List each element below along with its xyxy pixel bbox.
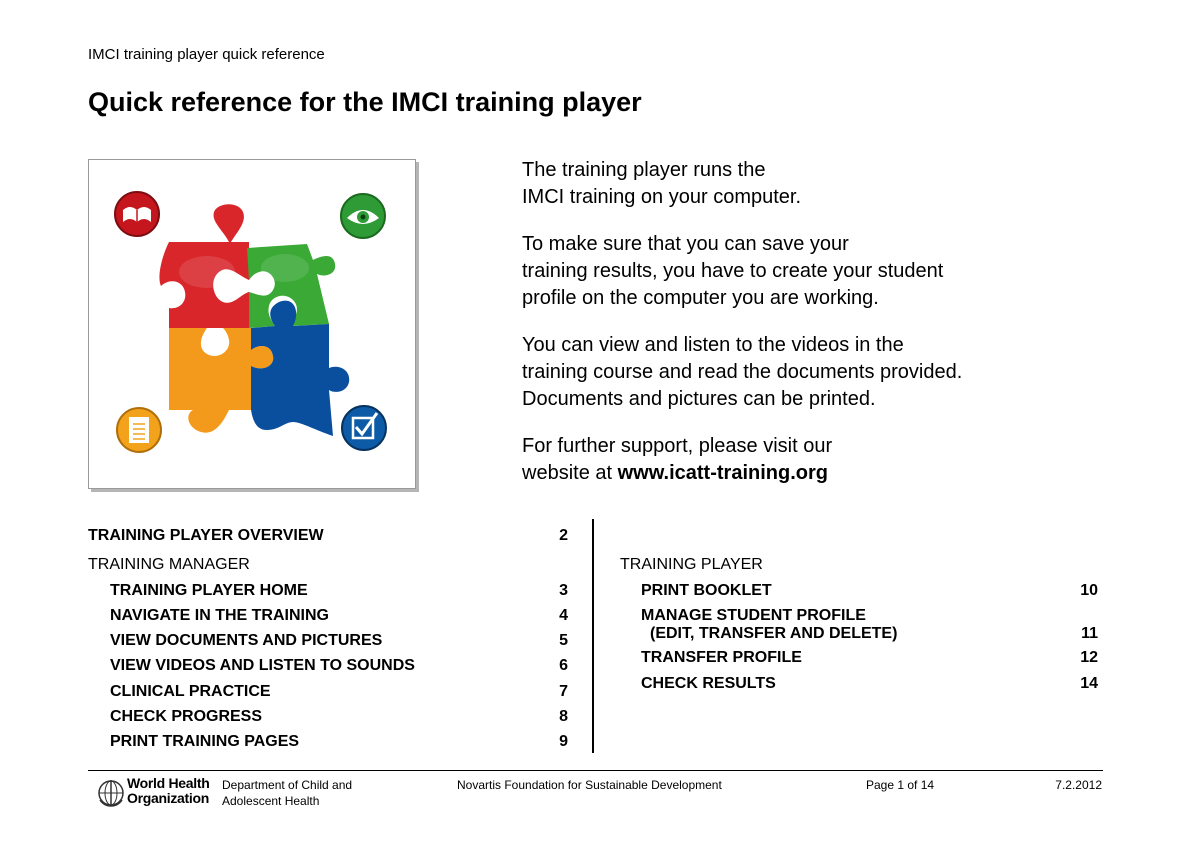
document-icon bbox=[117, 408, 161, 452]
toc-page-number: 7 bbox=[559, 683, 568, 700]
toc-page-number: 3 bbox=[559, 582, 568, 599]
toc-item[interactable]: TRANSFER PROFILE bbox=[641, 649, 802, 666]
toc-item[interactable]: CHECK RESULTS bbox=[641, 675, 776, 692]
book-icon bbox=[115, 192, 159, 236]
toc-item[interactable]: TRAINING PLAYER HOME bbox=[110, 582, 308, 599]
toc-page-number: 6 bbox=[559, 657, 568, 674]
toc-item[interactable]: VIEW DOCUMENTS AND PICTURES bbox=[110, 632, 383, 649]
toc-page-number: 4 bbox=[559, 607, 568, 624]
toc-page-number: 8 bbox=[559, 708, 568, 725]
toc-item[interactable]: CLINICAL PRACTICE bbox=[110, 683, 271, 700]
checkbox-icon bbox=[342, 406, 386, 450]
toc-section-training-manager: TRAINING MANAGER bbox=[88, 556, 250, 573]
toc-page-number: 10 bbox=[1080, 582, 1098, 599]
toc-item[interactable]: PRINT TRAINING PAGES bbox=[110, 733, 300, 750]
footer-rule bbox=[88, 770, 1103, 771]
who-emblem-icon bbox=[96, 778, 126, 808]
toc-section-training-player: TRAINING PLAYER bbox=[620, 556, 763, 573]
who-logo-text: World Health Organization bbox=[127, 775, 210, 806]
intro-text bbox=[522, 157, 1082, 507]
toc-page-number: 9 bbox=[559, 733, 568, 750]
toc-item-overview[interactable]: TRAINING PLAYER OVERVIEW bbox=[88, 527, 324, 544]
footer-page-number: Page 1 of 14 bbox=[866, 778, 935, 792]
intro-paragraph: To make sure that you can save your training results, you have to create your student profile on the computer you are working. bbox=[522, 233, 944, 309]
toc-page-number: 12 bbox=[1080, 649, 1098, 666]
intro-paragraph: You can view and listen to the videos in the training course and read the documents provided. Documents and pictures can be printed. bbox=[522, 334, 963, 410]
footer-department: Department of Child and Adolescent Health bbox=[222, 778, 353, 808]
footer-date: 7.2.2012 bbox=[1055, 778, 1102, 792]
toc-page-number: 5 bbox=[559, 632, 568, 649]
toc-item[interactable]: MANAGE STUDENT PROFILE bbox=[641, 607, 866, 624]
toc-item[interactable]: CHECK PROGRESS bbox=[110, 708, 263, 725]
toc-divider bbox=[592, 519, 594, 753]
toc-item-subline[interactable]: (EDIT, TRANSFER AND DELETE) bbox=[650, 625, 898, 642]
toc-page-number: 11 bbox=[1081, 625, 1098, 642]
running-header: IMCI training player quick reference bbox=[88, 46, 325, 63]
toc-item[interactable]: NAVIGATE IN THE TRAINING bbox=[110, 607, 329, 624]
toc-item[interactable]: VIEW VIDEOS AND LISTEN TO SOUNDS bbox=[110, 657, 415, 674]
support-paragraph: For further support, please visit our website at www.icatt-training.org bbox=[522, 435, 833, 484]
page-title: Quick reference for the IMCI training player bbox=[88, 87, 642, 117]
toc-page-number: 2 bbox=[559, 527, 568, 544]
intro-paragraph: The training player runs the IMCI training on your computer. bbox=[522, 159, 802, 208]
eye-icon bbox=[341, 194, 385, 238]
puzzle-illustration bbox=[88, 159, 416, 489]
website-link[interactable]: www.icatt-training.org bbox=[617, 462, 828, 484]
toc-item[interactable]: PRINT BOOKLET bbox=[641, 582, 772, 599]
footer-partner: Novartis Foundation for Sustainable Development bbox=[457, 778, 722, 792]
toc-page-number: 14 bbox=[1080, 675, 1098, 692]
